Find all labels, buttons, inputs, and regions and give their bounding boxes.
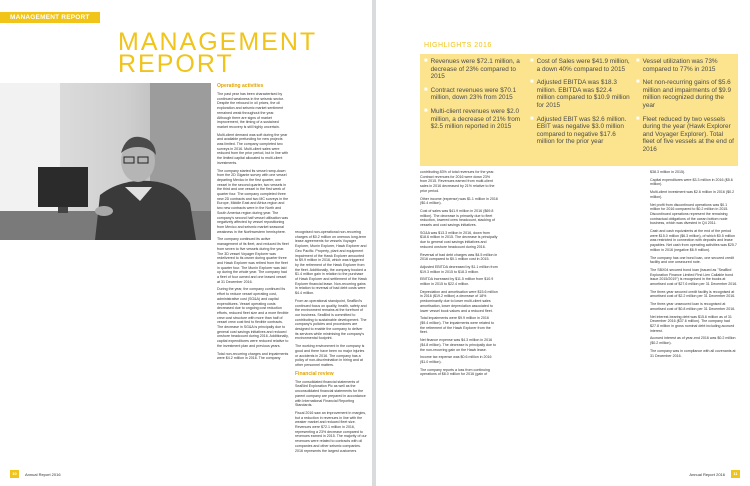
paragraph: Other income (expense) was $1.1 million in 2016 ($0.4 million).	[420, 196, 498, 206]
highlight-item: ■ Cost of Sales were $41.9 million, a down 40% compared to 2015	[530, 58, 630, 73]
highlight-item: ■ Vessel utilization was 73% compared to 77% in 2015	[636, 58, 718, 73]
page-title	[118, 28, 318, 78]
paragraph: Net interest-bearing debt was $15.6 million as of 31 December 2016 ($37.6 million). The company had $27.8 million in gross nominal debt including accrued interest.	[650, 314, 735, 333]
financial-review-heading: Financial review	[295, 370, 334, 377]
title-line-2: REPORT	[118, 50, 234, 78]
paragraph: Reversal of bad debt charges was $4.5 million in 2016 compared to $0.1 million cost in 2015.	[420, 252, 498, 262]
paragraph: Total non-recurring charges and impairments were $4.2 million in 2016. The company	[217, 351, 289, 361]
paragraph: Fiscal 2016 saw an improvement in margins, but a reduction in revenues in line with the weaker market and reduced fleet size. Revenues were $72.1 million in 2016, representing a 23% decrease compared to revenues earned in 2015. The majority of our revenues were related to contracts with oil companies and other seismic companies. 2016 represents the largest customers	[295, 410, 367, 453]
highlights-column-2	[530, 58, 630, 152]
page-number: 10	[10, 470, 19, 478]
photo-illustration	[0, 83, 211, 240]
highlight-item: ■ Net non-recurring gains of $5.6 million and impairments of $9.9 million recognized during the year	[636, 79, 732, 109]
paragraph: Depreciation and amortisation were $15.6 million in 2016 ($19.2 million) a decrease of 18% predominantly due to lower multi-client sales amortisation, lower depreciation associated to lower vessel book values and a reduced fleet.	[420, 289, 498, 313]
man-at-desk-photo	[0, 83, 211, 240]
paragraph: The three-year secured credit facility is recognised at amortised cost of $2.2 million per 31 December 2016.	[650, 289, 736, 299]
highlight-item: ■ Adjusted EBIT was $2.6 million. EBIT was negative $3.0 million compared to negative $17.6 million for the prior year	[530, 115, 627, 146]
paragraph: The company has one bond loan, one secured credit facility and one unsecured note.	[650, 255, 734, 265]
highlights-box	[420, 54, 738, 166]
paragraph: Net finance expense was $4.3 million in 2016 ($4.8 million). The decrease is principally due to the non-recurring gain on the Hawk lease.	[420, 338, 497, 352]
highlight-item: ■ Adjusted EBITDA was $18.3 million. EBITDA was $22.4 million compared to $10.9 million for 2015	[530, 79, 630, 109]
left-column-1	[217, 83, 289, 364]
paragraph: The consolidated financial statements of SeaBird Exploration Plc as well as the unconsolidated financial statements for the parent company are prepared in accordance with International Financial Reporting Standards.	[295, 379, 366, 408]
bullet-icon: ■	[424, 58, 428, 64]
bullet-icon: ■	[530, 115, 534, 122]
highlight-item: ■ Contract revenues were $70.1 million, down 23% from 2015	[424, 86, 517, 102]
bullet-icon: ■	[636, 115, 640, 122]
paragraph: From an operational standpoint, SeaBird's continued focus on quality, health, safety and the environment remains at the forefront of our business. SeaBird is committed to contributing to sustainable development. The company's policies and procedures are designed to enable the company to deliver its services while minimising the company's environmental footprint.	[295, 298, 367, 341]
bullet-icon: ■	[530, 58, 534, 64]
paragraph: Income tax expense was $0.6 million in 2016 ($1.0 million).	[420, 355, 492, 364]
highlights-column-1	[424, 58, 524, 137]
operating-activities-heading: Operating activities	[217, 83, 264, 89]
title-line-1: MANAGEMENT	[118, 28, 318, 56]
paragraph: Cash and cash equivalents at the end of the period were $15.0 million ($6.3 million), of which $0.5 million was restricted in connection with deposits and lease payables. Net cash from operating activities was $25.7 million in 2016 (negative $6.9 million).	[650, 229, 737, 252]
paragraph: $38.3 million in 2015).	[650, 170, 686, 174]
highlights-column-3	[636, 58, 736, 160]
highlights-title: HIGHLIGHTS 2016	[424, 42, 492, 49]
paragraph: The three-year unsecured loan is recognised at amortised cost of $0.8 million per 31 December 2016.	[650, 302, 736, 311]
paragraph: EBITDA increased by $11.5 million from $10.9 million in 2015 to $22.4 million.	[420, 277, 494, 287]
paragraph: The past year has been characterised by continued weakness in the seismic sector. Despite the rebound in oil prices, the oil exploration and seismic market sentiment remained weak throughout the year. Although there are signs of market improvement, the timing of a sustained market recovery is still highly uncertain.	[217, 92, 284, 129]
left-footer	[10, 470, 61, 478]
right-page	[376, 0, 750, 486]
page-number: 11	[731, 470, 740, 478]
paragraph: Accrued interest as of year-end 2016 was $0.2 million ($0.2 million).	[650, 336, 736, 346]
right-footer	[689, 470, 740, 478]
left-column-2	[295, 230, 367, 456]
paragraph: contributing 83% of total revenues for the year. Contract revenues for 2016 were down 23% from 2015. Revenues earned from multi-client sales in 2016 decreased by 21% relative to the prior period.	[420, 170, 495, 193]
paragraph: Net profit from discontinued operations was $0.1 million for 2016 compared to $0.2 million in 2015. Discontinued operations represent the remaining contractual obligations of the ocean bottom node business, which was divested in Q4 2011.	[650, 202, 729, 226]
paragraph: The company reports a loss from continuing operations of $8.0 million for 2016 (gain of	[420, 367, 490, 377]
paragraph: Multi-client demand was soft during the year and available prefunding for new projects was limited. The company completed two surveys in 2016. Multi-client sales were reduced from the prior period, but in line with the limited capital allocated to multi-client investments.	[217, 132, 289, 165]
paragraph: During the year, the company continued its effort to reduce vessel operating cost, administrative cost (SG&A) and capital expenditures. Vessel operating costs decreased due to ongoing cost reduction efforts, reduced fleet size and a more flexible crew cost structure with more than half of vessel crew cost tied to flexible contracts. The decrease in SG&A is principally due to general cost savings initiatives and reduced onshore headcount during 2016. Additionally, capital expenditures were reduced relative to the investment plan and previous years.	[217, 287, 289, 348]
bullet-icon: ■	[530, 79, 534, 86]
bullet-icon: ■	[424, 86, 428, 93]
paragraph: Cost of sales was $41.9 million in 2016 ($69.8 million). The decrease is primarily due to fleet reduction, lowered crew headcount, stacking of vessels and cost savings initiatives.	[420, 208, 495, 228]
paragraph: Capital expenditures were $3.3 million in 2016 ($5.6 million).	[650, 177, 733, 187]
right-column-1	[420, 170, 498, 380]
paragraph: The company started its vessel ramp-down from the 2D Gigante survey with one vessel departing Mexico in the first quarter, one vessel in the second quarter, two vessels in the third and one vessel in the first week of quarter four. The company completed three new 2D contracts and two MC surveys in the Europe, Middle East and Africa region and two new contracts were in the North and South America region during year. The company's second half vessel utilisation was negatively affected by vessel repositioning from Mexico and seismic market seasonal weakness in the Northwestern hemisphere.	[217, 168, 289, 234]
bullet-icon: ■	[636, 79, 640, 86]
paragraph: The working environment in the company is good and there have been no major injuries or accidents in 2016. The company has a policy of non-discrimination in hiring and at other personnel matters.	[295, 344, 365, 367]
highlight-item: ■ Multi-client revenues were $2.0 million, a decrease of 21% from $2.5 million reported in 2015	[424, 107, 521, 131]
paragraph: recognised non-operational non-recurring charges of $0.2 million on onerous long-term lease agreements for vessels Voyager Explorer, Munin Explorer, Hawk Explorer and Geo Pacific. Property, plant and equipment impairment of the Hawk Explorer amounted to $9.9 million in 2016, which was triggered by the retirement of the Hawk Explorer from the fleet. Additionally, the company booked a $1.4 million gain in relation to the purchase of Hawk Explorer and settlement of the Hawk Explorer financial lease. Non-recurring gains in relation to reversal of bad debt costs were $4.4 million.	[295, 230, 367, 296]
bullet-icon: ■	[636, 58, 640, 64]
highlight-item: ■ Fleet reduced by two vessels during the year (Hawk Explorer and Voyager Explorer). Total fleet of five vessels at the end of 2016	[636, 115, 734, 153]
left-page	[0, 0, 372, 486]
paragraph: SG&A was $13.3 million in 2016, down from $18.6 million in 2015. The decrease is principally due to general cost savings initiatives and reduced onshore headcount during 2016.	[420, 230, 498, 249]
right-column-2	[650, 170, 738, 361]
paragraph: The company continued its active management of its fleet, and reduced its fleet from seven to five vessels during the year. The 3D vessel Voyager Explorer was redelivered to its owner during quarter three and Hawk Explorer was retired from the fleet in quarter four. The Munin Explorer was laid up during the whole year. The company had a fleet of four owned and one leased vessel at 31 December 2016.	[217, 237, 289, 284]
highlight-item: ■ Revenues were $72.1 million, a decrease of 23% compared to 2015	[424, 58, 520, 81]
footer-text: Annual Report 2016	[25, 471, 61, 477]
paragraph: The SBX04 secured bond loan (issued as "SeaBird Exploration Finance Limited First Lien Callable bond issue 2015/2019") is recognised in the books at amortised cost of $27.6 million per 31 December 2016.	[650, 267, 738, 287]
section-header-tab: MANAGEMENT REPORT	[0, 12, 100, 23]
bullet-icon: ■	[424, 107, 428, 114]
paragraph: Total impairments were $9.9 million in 2016 ($9.4 million). The impairments were related to the retirement of the Hawk Explorer from the fleet.	[420, 316, 495, 335]
footer-text: Annual Report 2016	[689, 471, 725, 477]
paragraph: Multi-client investment was $2.6 million in 2016 ($0.2 million).	[650, 190, 735, 199]
paragraph: Adjusted EBITDA decreased by $1.1 million from $19.3 million in 2015 to $18.3 million.	[420, 264, 498, 274]
paragraph: The company was in compliance with all covenants at 31 December 2016.	[650, 348, 736, 358]
